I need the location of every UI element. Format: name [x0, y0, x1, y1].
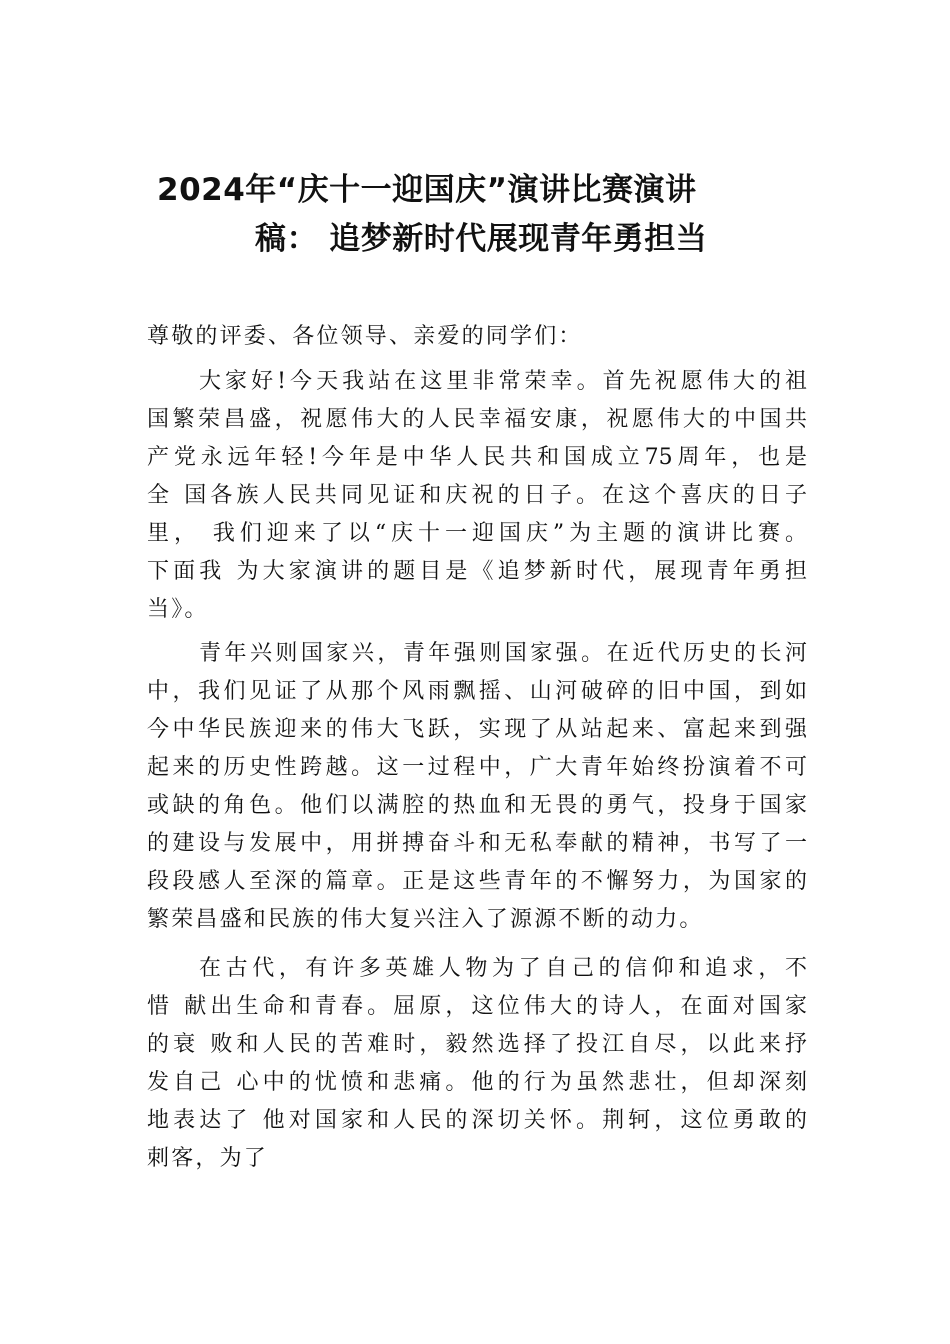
paragraph-2-line: 的建设与发展中，用拼搏奋斗和无私奉献的精神，书写了一 — [147, 831, 807, 856]
paragraph-2-line: 起来的历史性跨越。这一过程中，广大青年始终扮演着不可 — [147, 755, 807, 780]
paragraph-2-line: 中，我们见证了从那个风雨飘摇、山河破碎的旧中国，到如 — [147, 679, 807, 704]
paragraph-1-line: 下面我 为大家演讲的题目是《追梦新时代，展现青年勇担 — [147, 559, 807, 584]
paragraph-1-line: 国繁荣昌盛，祝愿伟大的人民幸福安康，祝愿伟大的中国共 — [147, 407, 807, 432]
paragraph-2-line: 段段感人至深的篇章。正是这些青年的不懈努力，为国家的 — [147, 869, 807, 894]
document-title-line-2: 稿： 追梦新时代展现青年勇担当 — [255, 221, 708, 257]
salutation: 尊敬的评委、各位领导、亲爱的同学们： — [147, 324, 583, 349]
paragraph-1-line: 全 国各族人民共同见证和庆祝的日子。在这个喜庆的日子 — [147, 483, 807, 508]
paragraph-3-line: 刺客，为了 — [147, 1146, 269, 1171]
paragraph-2-line: 或缺的角色。他们以满腔的热血和无畏的勇气，投身于国家 — [147, 793, 807, 818]
paragraph-1-line: 大家好!今天我站在这里非常荣幸。首先祝愿伟大的祖 — [199, 369, 807, 394]
paragraph-1-line: 当》。 — [147, 597, 209, 622]
paragraph-3-line: 发自己 心中的忧愤和悲痛。他的行为虽然悲壮，但却深刻 — [147, 1070, 807, 1095]
paragraph-1-line: 里， 我们迎来了以“庆十一迎国庆”为主题的演讲比赛。 — [147, 521, 807, 546]
paragraph-3-line: 惜 献出生命和青春。屈原，这位伟大的诗人，在面对国家 — [147, 994, 807, 1019]
paragraph-3-line: 的衰 败和人民的苦难时，毅然选择了投江自尽，以此来抒 — [147, 1032, 807, 1057]
paragraph-3-line: 在古代，有许多英雄人物为了自己的信仰和追求，不 — [199, 956, 807, 981]
paragraph-2-line: 青年兴则国家兴，青年强则国家强。在近代历史的长河 — [199, 641, 807, 666]
paragraph-2-line: 今中华民族迎来的伟大飞跃，实现了从站起来、富起来到强 — [147, 717, 807, 742]
document-title-line-1: 2024年“庆十一迎国庆”演讲比赛演讲 — [157, 172, 697, 208]
paragraph-3-line: 地表达了 他对国家和人民的深切关怀。荆轲，这位勇敢的 — [147, 1108, 807, 1133]
paragraph-1-line: 产党永远年轻!今年是中华人民共和国成立75周年，也是 — [147, 445, 807, 470]
paragraph-2-line: 繁荣昌盛和民族的伟大复兴注入了源源不断的动力。 — [147, 907, 704, 932]
